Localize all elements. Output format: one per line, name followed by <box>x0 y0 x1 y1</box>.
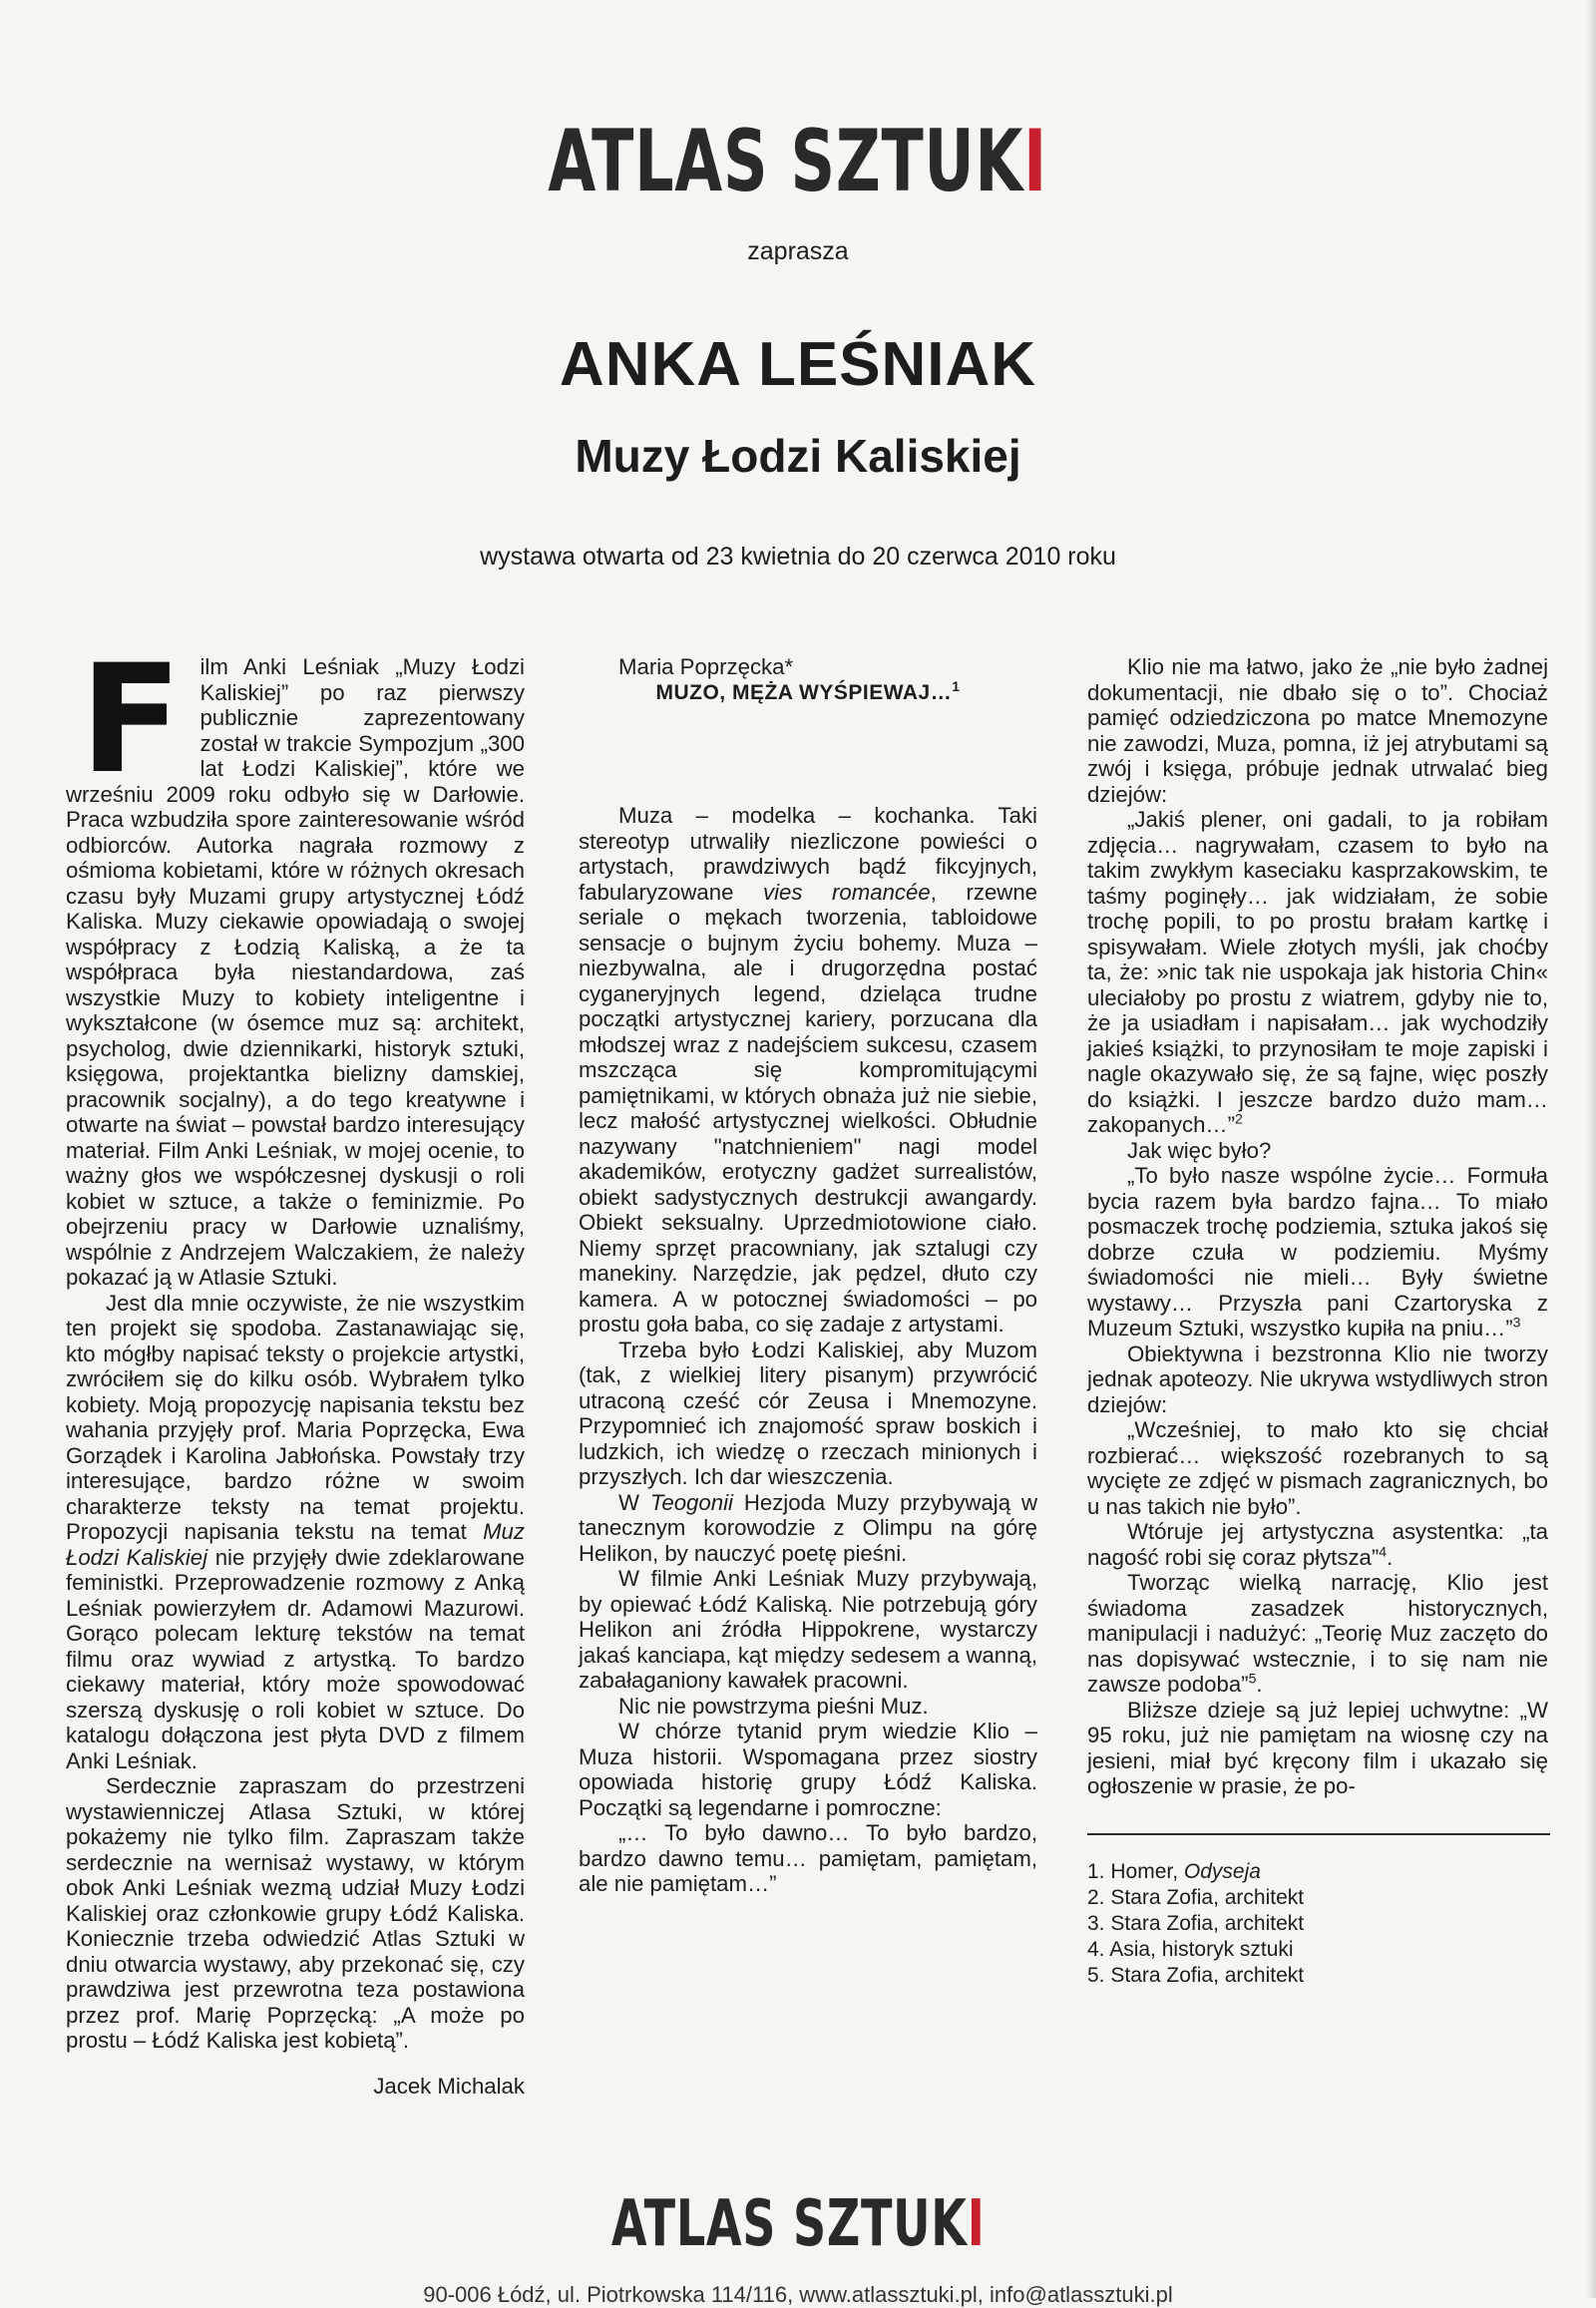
footnote-item: 3. Stara Zofia, architekt <box>1087 1911 1305 1935</box>
column-essay <box>579 654 1037 1897</box>
column-essay-continued <box>1087 654 1548 1989</box>
intro-paragraph-2: Jest dla mnie oczywiste, że nie wszystkim ten projekt się spodoba. Zastanawiając się, kto mógłby napisać teksty o projekcie artystki, zwróciłem się do kilku osób. Wybrałem tylko kobiety. Moją propozycję napisania tekstu bez wahania przyjęły prof. Maria Poprzęcka, Ewa Gorządek i Karolina Jabłońska. Powstały trzy interesujące, bardzo różne w swoim charakterze teksty na temat projektu. Propozycji napisania tekstu na temat Muz Łodzi Kaliskiej nie przyjęły dwie zdeklarowane feministki. Przeprowadzenie rozmowy z Anką Leśniak powierzyłem dr. Adamowi Mazurowi. Gorąco polecam lekturę tekstów na temat filmu oraz wywiad z artystką. To bardzo ciekawy materiał, który może spowodować szerszą dyskusję o roli kobiet w sztuce. Do katalogu dołączona jest płyta DVD z filmem Anki Leśniak. <box>66 1290 526 1773</box>
footnotes <box>1087 1859 1548 1989</box>
drop-cap: F <box>80 633 183 807</box>
essay-quote-4: „Wcześniej, to mało kto się chciał rozbierać… większość rozebranych to są wycięte ze zdjęć w pismach zagranicznych, bo u nas takich nie było”. <box>1087 1417 1548 1519</box>
essay-paragraph-8: Jak więc było? <box>1127 1137 1272 1163</box>
essay-paragraph-5: Nic nie powstrzyma pieśni Muz. <box>618 1693 929 1719</box>
logo-text: ATLAS SZTUK <box>548 112 1024 211</box>
footnote-item: 4. Asia, historyk sztuki <box>1087 1937 1294 1961</box>
intro-paragraph-3: Serdecznie zapraszam do przestrzeni wystawienniczej Atlasa Sztuki, w której pokażemy nie tylko film. Zapraszam także serdecznie na wernisaż wystawy, w którym obok Anki Leśniak wezmą udział Muzy Łodzi Kaliskiej oraz członkowie grupy Łódź Kaliska. Koniecznie trzeba odwiedzić Atlas Sztuki w dniu otwarcia wystawy, aby przekonać się, czy prawdziwa jest przewrotna teza postawiona przez prof. Marię Poprzęcką: „A może po prostu – Łódź Kaliska jest kobietą”. <box>66 1773 525 2053</box>
essay-title: MUZO, MĘŻA WYŚPIEWAJ…$^1$ <box>655 677 961 704</box>
intro-paragraph-1: ilm Anki Leśniak „Muzy Łodzi Kaliskiej” po raz pierwszy publicznie zaprezentowany został w trakcie Sympozjum „300 lat Łodzi Kaliskiej”, które we wrześniu 2009 roku odbyło się w Darłowie. Praca wzbudziła spore zainteresowanie wśród odbiorców. Autorka nagrała rozmowy z ośmioma kobietami, które w różnych okresach czasu były Muzami grupy artystycznej Łódź Kaliska. Muzy ciekawie opowiadają o swojej współpracy z Łodzią Kaliską, a że ta współpraca była niestandardowa, zaś wszystkie Muzy to kobiety inteligentne i wykształcone (w ósemce muz są: architekt, psycholog, dwie dziennikarki, historyk sztuki, księgowa, projektantka bielizny damskiej, pracownik socjalny), a do tego kreatywne i otwarte na świat – powstał bardzo interesujący materiał. Film Anki Leśniak, w mojej ocenie, to ważny głos we współczesnej dyskusji o roli kobiet w sztuce, a także o feminizmie. Po obejrzeniu pracy w Darłowie uznaliśmy, wspólnie z Andrzejem Walczakiem, że należy pokazać ją w Atlasie Sztuki. <box>66 654 525 1290</box>
column-intro <box>66 633 526 2099</box>
essay-paragraph-10: Wtóruje jej artystyczna asystentka: „ta nagość robi się coraz płytsza”$^4$. <box>1087 1519 1548 1570</box>
artist-name: ANKA LEŚNIAK <box>559 330 1037 399</box>
footer-logo-accent-letter: I <box>967 2187 986 2261</box>
essay-quote-1: „… To było dawno… To było bardzo, bardzo dawno temu… pamiętam, pamiętam, ale nie pamiętam…” <box>579 1820 1037 1896</box>
exhibition-dates: wystawa otwarta od 23 kwietnia do 20 czerwca 2010 roku <box>480 543 1116 571</box>
atlas-sztuki-footer-logo <box>0 2186 1596 2262</box>
footnote-item: 1. Homer, Odyseja <box>1087 1859 1261 1883</box>
essay-paragraph-6: W chórze tytanid prym wiedzie Klio – Muza historii. Wspomagana przez siostry opowiada historię grupy Łódź Kaliska. Początki są legendarne i pomroczne: <box>579 1719 1037 1820</box>
footer-logo-text: ATLAS SZTUK <box>610 2187 968 2261</box>
essay-paragraph-2: Trzeba było Łodzi Kaliskiej, aby Muzom (tak, z wielkiej litery pisanym) przywrócić utraconą cześć cór Zeusa i Mnemozyne. Przypomnieć ich znajomość spraw boskich i ludzkich, ich wiedzę o rzeczach minionych i przyszłych. Ich dar wieszczenia. <box>579 1337 1037 1489</box>
logo-accent-letter: I <box>1023 112 1048 211</box>
invites-text: zaprasza <box>747 237 849 265</box>
essay-paragraph-1: Muza – modelka – kochanka. Taki stereotyp utrwaliły niezliczone powieści o artystach, prawdziwych bądź fikcyjnych, fabularyzowane vies romancée, rzewne seriale o mękach tworzenia, tabloidowe sensacje o bujnym życiu bohemy. Muza – niezbywalna, ale i drugorzędna postać cyganeryjnych legend, dzieląca trudne początki artystycznej kariery, porzucana dla młodszej wraz z nadejściem sukcesu, czasem mszcząca się kompromitującymi pamiętnikami, w których obnaża już nie siebie, lecz małość artystycznej wielkości. Obłudnie nazywany "natchnieniem" nagi model akademików, erotyczny gadżet surrealistów, obiekt sadystycznych destrukcji awangardy. Obiekt seksualny. Uprzedmiotowione ciało. Niemy sprzęt pracowniany, jak sztalugi czy manekiny. Narzędzie, jak pędzel, dłuto czy kamera. A w potocznej świadomości – po prostu goła baba, co się zadaje z artystami. <box>579 803 1037 1337</box>
intro-signature: Jacek Michalak <box>373 2073 525 2099</box>
essay-author: Maria Poprzęcka* <box>618 654 794 679</box>
essay-paragraph-12: Bliższe dzieje są już lepiej uchwytne: „W 95 roku, już nie pamiętam na wiosnę czy na jesieni, miał być kręcony film i ukazało się ogłoszenie w prasie, że po- <box>1087 1697 1548 1798</box>
essay-paragraph-11: Tworząc wielką narrację, Klio jest świadoma zasadzek historycznych, manipulacji i nadużyć: „Teorię Muz zaczęto do nas dopisywać wstecznie, i to się nam nie zawsze podoba”$^5$. <box>1087 1570 1548 1697</box>
footnote-item: 5. Stara Zofia, architekt <box>1087 1963 1305 1987</box>
essay-quote-3: „To było nasze wspólne życie… Formuła bycia razem była bardzo fajna… To miało posmaczek trochę podziemia, sztuka jakoś się dobrze czuła w podziemiu. Myśmy świadomości nie mieli… Były świetne wystawy… Przyszła pani Czartoryska z Muzeum Sztuki, wszystko kupiła na pniu…”$^3$ <box>1087 1163 1548 1341</box>
exhibition-title: Muzy Łodzi Kaliskiej <box>575 430 1021 482</box>
essay-paragraph-4: W filmie Anki Leśniak Muzy przybywają, by opiewać Łódź Kaliską. Nie potrzebują góry Helikon ani źródła Hippokrene, wystarczy jakaś kanciapa, kąt między sedesem a wanną, zabałaganiony kawałek pracowni. <box>579 1566 1037 1693</box>
essay-paragraph-9: Obiektywna i bezstronna Klio nie tworzy jednak apoteozy. Nie ukrywa wstydliwych stron dziejów: <box>1087 1341 1548 1417</box>
atlas-sztuki-logo <box>0 112 1596 211</box>
footnote-item: 2. Stara Zofia, architekt <box>1087 1885 1305 1909</box>
essay-paragraph-7: Klio nie ma łatwo, jako że „nie było żadnej dokumentacji, nie dbało się o to”. Chociaż pamięć odziedziczona po matce Mnemozyne nie zawodzi, Muza, pomna, iż jej atrybutami są zwój i księga, próbuje jednak utrwalać bieg dziejów: <box>1087 654 1548 807</box>
footnote-divider <box>1087 1833 1550 1835</box>
essay-quote-2: „Jakiś plener, oni gadali, to ja robiłam zdjęcia… nagrywałam, czasem to było na takim zwykłym kaseciaku kasprzakowskim, te taśmy poginęły… jak widziałam, że sobie trochę popili, to po prostu brałam kartkę i spisywałam. Wiele złotych myśli, jak choćby ta, że: »nic tak nie uspokaja jak historia Chin« uleciałoby po prostu z wiatrem, gdyby nie to, że ja usiadłam i napisałam… jak wychodziły jakieś książki, to przynosiłam te moje zapiski i nagle okazywało się, że są fajne, więc poszły do książki. I jeszcze bardzo dużo mam… zakopanych…”$^2$ <box>1087 807 1548 1137</box>
footer-address: 90-006 Łódź, ul. Piotrkowska 114/116, www.atlassztuki.pl, info@atlassztuki.pl <box>423 2282 1173 2307</box>
essay-paragraph-3: W Teogonii Hezjoda Muzy przybywają w tanecznym korowodzie z Olimpu na górę Helikon, by nauczyć poetę pieśni. <box>579 1489 1038 1566</box>
